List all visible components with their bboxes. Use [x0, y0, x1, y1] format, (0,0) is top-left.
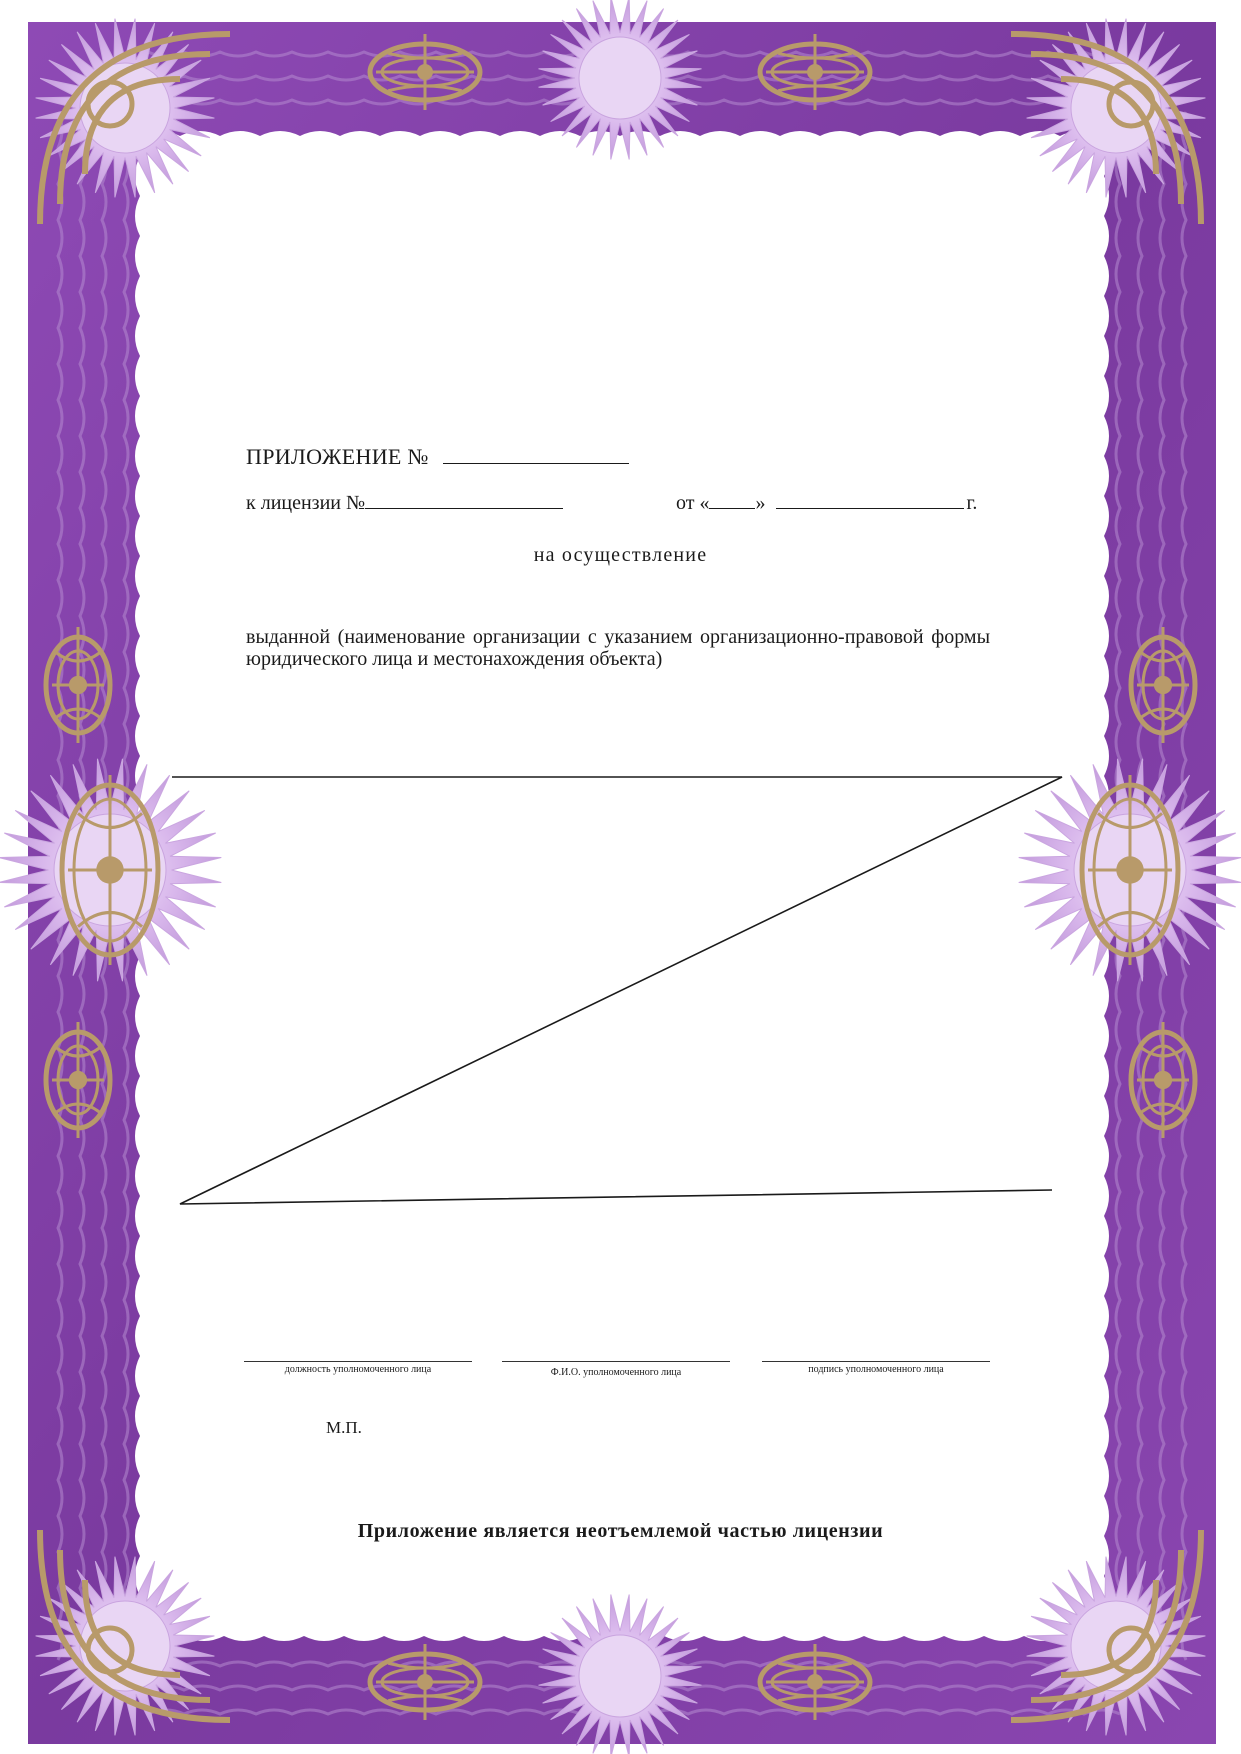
arabesque-medallion-icon-core — [807, 64, 823, 80]
appendix-number-field[interactable] — [443, 445, 629, 464]
arabesque-medallion-icon-core — [807, 1674, 823, 1690]
license-number-field[interactable] — [365, 490, 563, 509]
date-day-field[interactable] — [709, 490, 755, 509]
signature-full-name — [502, 1361, 730, 1378]
rosette-ornament-icon-center — [579, 37, 661, 119]
issued-to-description: выданной (наименование организации с указанием организационно-правовой формы юридического лица и местонахождения объекта) — [246, 626, 990, 670]
date-mid: » — [755, 492, 766, 514]
cancellation-z-line — [172, 777, 1062, 1204]
arabesque-medallion-icon-core — [96, 856, 123, 883]
signature-sign — [762, 1361, 990, 1375]
arabesque-medallion-icon-core — [69, 1071, 87, 1089]
arabesque-medallion-icon-core — [1154, 676, 1172, 694]
appendix-title — [246, 444, 629, 470]
date-suffix: г. — [966, 492, 978, 514]
license-number-line — [246, 490, 563, 515]
arabesque-medallion-icon-core — [1154, 1071, 1172, 1089]
appendix-title-label: ПРИЛОЖЕНИЕ № — [246, 444, 429, 469]
signature-sign-label: подпись уполномоченного лица — [808, 1364, 944, 1375]
arabesque-medallion-icon-core — [417, 64, 433, 80]
signature-position-label: должность уполномоченного лица — [284, 1364, 432, 1375]
arabesque-medallion-icon-core — [417, 1674, 433, 1690]
arabesque-medallion-icon-core — [69, 676, 87, 694]
stamp-place-label: М.П. — [326, 1418, 362, 1437]
activity-label: на осуществление — [533, 544, 708, 566]
footer-note: Приложение является неотъемлемой частью лицензии — [357, 1520, 884, 1542]
license-date-line — [676, 490, 977, 515]
signature-full-name-label: Ф.И.О. уполномоченного лица — [550, 1367, 682, 1378]
rosette-ornament-icon-center — [579, 1635, 661, 1717]
arabesque-medallion-icon-core — [1116, 856, 1143, 883]
date-month-year-field[interactable] — [776, 490, 964, 509]
signature-position — [244, 1361, 472, 1375]
date-prefix: от « — [676, 492, 710, 514]
license-prefix: к лицензии № — [246, 492, 366, 514]
